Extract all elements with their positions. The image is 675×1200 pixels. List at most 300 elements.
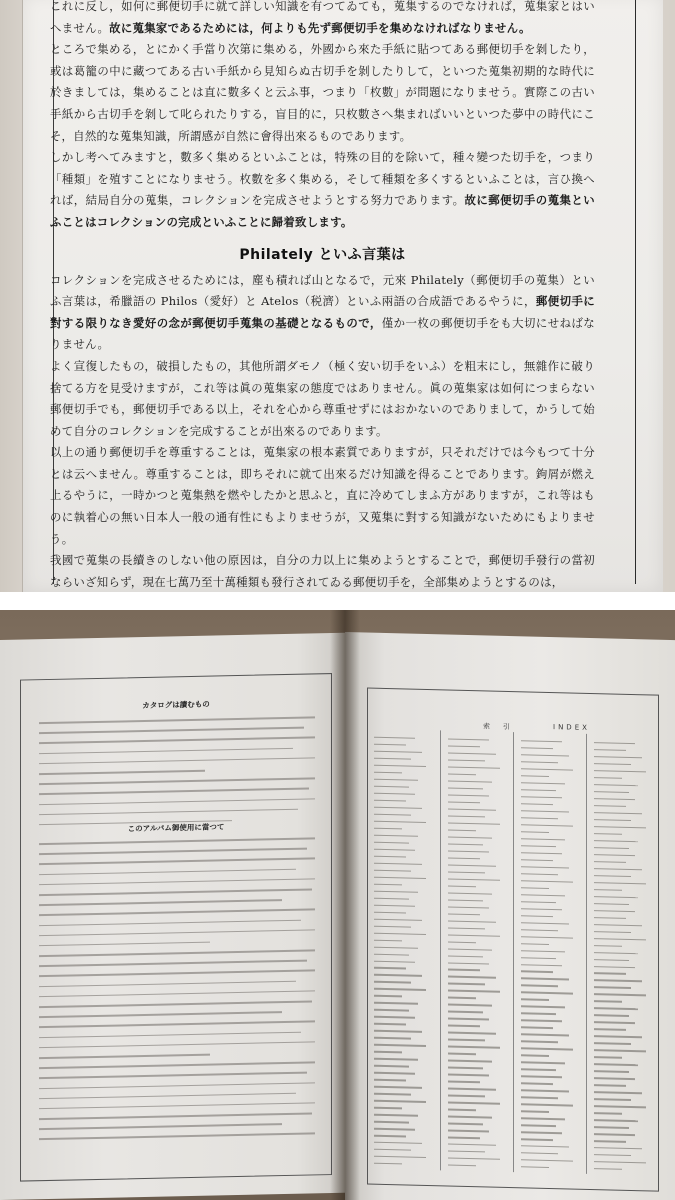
illegible-text-line xyxy=(521,866,569,869)
top-photo xyxy=(0,0,675,592)
illegible-text-line xyxy=(448,759,485,761)
illegible-text-line xyxy=(448,871,485,873)
illegible-text-line xyxy=(594,924,642,927)
illegible-text-line xyxy=(374,772,402,774)
illegible-text-line xyxy=(521,1152,558,1154)
illegible-text-line xyxy=(448,1151,485,1153)
illegible-text-line xyxy=(448,899,483,901)
illegible-text-line xyxy=(594,1168,622,1170)
illegible-text-line xyxy=(448,976,496,979)
illegible-text-line xyxy=(448,739,489,741)
illegible-text-line xyxy=(594,868,642,871)
left-page-border xyxy=(20,673,332,1182)
illegible-text-line xyxy=(39,1133,315,1140)
illegible-text-line xyxy=(374,1065,409,1067)
illegible-text-line xyxy=(521,908,562,910)
illegible-text-line xyxy=(39,919,301,926)
illegible-text-line xyxy=(374,1079,406,1081)
illegible-text-line xyxy=(374,758,411,760)
illegible-text-line xyxy=(39,757,315,764)
illegible-text-line xyxy=(374,967,406,969)
illegible-text-line xyxy=(39,888,312,895)
illegible-text-line xyxy=(521,824,573,827)
illegible-text-line xyxy=(448,962,489,964)
illegible-text-line xyxy=(594,1070,629,1072)
illegible-text-line xyxy=(374,939,402,941)
illegible-text-line xyxy=(594,1007,638,1009)
illegible-text-line xyxy=(374,1023,406,1025)
illegible-text-line xyxy=(374,1128,415,1130)
illegible-text-line xyxy=(39,858,315,865)
illegible-text-line xyxy=(39,798,315,805)
illegible-text-line xyxy=(521,950,565,952)
illegible-text-line xyxy=(448,1060,492,1062)
illegible-text-line xyxy=(521,796,562,798)
illegible-text-line xyxy=(594,882,646,885)
illegible-text-line xyxy=(594,987,631,989)
illegible-text-line xyxy=(374,904,415,906)
illegible-text-line xyxy=(521,880,573,883)
illegible-text-line xyxy=(374,828,402,830)
illegible-text-line xyxy=(594,1063,638,1065)
index-english-heading: INDEX xyxy=(553,723,590,732)
illegible-text-line xyxy=(39,837,315,844)
illegible-text-line xyxy=(39,949,315,956)
illegible-text-line xyxy=(39,1123,282,1130)
paragraph-4: コレクションを完成させるためには，塵も積れば山となるで，元來 Philately（郵便切手の蒐集）といふ言葉は，希臘語の Philos（愛好）と Atelos（税濟）といふ兩語の合成語であるやうに，郵便切手に對する限りなき愛好の念が郵便切手蒐集の基礎となるもので，僅か一枚の郵便切手をも大切にせねばなりません。 xyxy=(50,272,595,352)
illegible-text-line xyxy=(521,1145,569,1148)
illegible-text-line xyxy=(521,1117,565,1119)
illegible-text-line xyxy=(594,1154,631,1156)
illegible-text-line xyxy=(374,925,411,927)
illegible-text-line xyxy=(521,929,558,931)
index-column-rule xyxy=(440,730,441,1170)
illegible-text-line xyxy=(594,777,622,779)
illegible-text-line xyxy=(374,1030,422,1033)
illegible-text-line xyxy=(594,819,631,821)
illegible-text-line xyxy=(521,740,562,742)
illegible-text-line xyxy=(374,953,409,955)
illegible-text-line xyxy=(374,848,415,850)
illegible-text-line xyxy=(374,883,402,885)
illegible-text-line xyxy=(594,1147,642,1150)
illegible-text-line xyxy=(594,952,638,954)
illegible-text-line xyxy=(594,966,635,968)
illegible-text-line xyxy=(374,1009,409,1011)
illegible-text-line xyxy=(594,1035,642,1038)
illegible-text-line xyxy=(521,852,562,854)
illegible-text-line xyxy=(521,789,556,791)
illegible-text-line xyxy=(39,1082,315,1089)
illegible-text-line xyxy=(521,859,553,861)
illegible-text-line xyxy=(521,887,549,889)
illegible-text-line xyxy=(521,1048,573,1051)
illegible-text-line xyxy=(448,878,500,881)
illegible-text-line xyxy=(594,1042,631,1044)
illegible-text-line xyxy=(594,1049,646,1052)
illegible-text-line xyxy=(448,920,496,923)
catalog-text-block xyxy=(39,716,315,834)
illegible-text-line xyxy=(39,1031,301,1038)
illegible-text-line xyxy=(448,934,500,937)
illegible-text-line xyxy=(374,744,406,746)
illegible-text-line xyxy=(594,784,638,786)
illegible-text-line xyxy=(594,994,646,997)
illegible-text-line xyxy=(374,981,411,983)
illegible-text-line xyxy=(594,945,622,947)
illegible-text-line xyxy=(448,1046,500,1049)
illegible-text-line xyxy=(448,969,480,971)
illegible-text-line xyxy=(39,1102,315,1109)
illegible-text-line xyxy=(374,1107,402,1109)
illegible-text-line xyxy=(594,763,631,765)
illegible-text-line xyxy=(39,980,296,987)
illegible-text-line xyxy=(448,1018,489,1020)
illegible-text-line xyxy=(448,829,476,831)
illegible-text-line xyxy=(594,1001,622,1003)
illegible-text-line xyxy=(521,1034,569,1037)
illegible-text-line xyxy=(374,974,422,977)
illegible-text-line xyxy=(521,985,558,987)
illegible-text-line xyxy=(521,936,573,939)
illegible-text-line xyxy=(594,1084,626,1086)
illegible-text-line xyxy=(448,843,483,845)
illegible-text-line xyxy=(594,756,642,759)
illegible-text-line xyxy=(448,955,483,957)
illegible-text-line xyxy=(448,1067,483,1069)
illegible-text-line xyxy=(594,742,635,744)
illegible-text-line xyxy=(374,841,409,843)
illegible-text-line xyxy=(448,787,483,789)
illegible-text-line xyxy=(374,1114,418,1116)
section-heading: Philately といふ言葉は xyxy=(239,246,406,263)
illegible-text-line xyxy=(521,894,565,896)
paragraph-1: これに反し，如何に郵便切手に就て詳しい知識を有つてゐても，蒐集するのでなければ，蒐集家とはいへません。故に蒐集家であるためには，何よりも先ず郵便切手を集めなければなりません。 xyxy=(50,0,595,35)
index-column-2 xyxy=(448,739,506,1173)
illegible-text-line xyxy=(594,1161,646,1164)
illegible-text-line xyxy=(521,1027,553,1029)
illegible-text-line xyxy=(374,1044,426,1047)
illegible-text-line xyxy=(594,1077,635,1079)
illegible-text-line xyxy=(448,1032,496,1035)
illegible-text-line xyxy=(448,1095,485,1097)
illegible-text-line xyxy=(374,1142,422,1145)
illegible-text-line xyxy=(374,751,422,754)
illegible-text-line xyxy=(39,770,205,775)
illegible-text-line xyxy=(374,1002,418,1004)
illegible-text-line xyxy=(448,941,476,943)
illegible-text-line xyxy=(521,957,556,959)
illegible-text-line xyxy=(594,847,629,849)
illegible-text-line xyxy=(448,1053,476,1055)
illegible-text-line xyxy=(448,1137,480,1139)
illegible-text-line xyxy=(448,983,485,985)
illegible-text-line xyxy=(521,1166,549,1168)
illegible-text-line xyxy=(448,864,496,867)
illegible-text-line xyxy=(521,992,573,995)
illegible-text-line xyxy=(374,1016,415,1018)
illegible-text-line xyxy=(374,1163,402,1165)
illegible-text-line xyxy=(374,1086,422,1089)
illegible-text-line xyxy=(521,1110,549,1112)
illegible-text-line xyxy=(521,922,569,925)
illegible-text-line xyxy=(374,890,418,892)
illegible-text-line xyxy=(594,1140,626,1142)
illegible-text-line xyxy=(521,978,569,981)
illegible-text-line xyxy=(39,1113,312,1120)
illegible-text-line xyxy=(448,948,492,950)
illegible-text-line xyxy=(594,1119,638,1121)
illegible-text-line xyxy=(521,838,565,840)
illegible-text-line xyxy=(521,971,553,973)
illegible-text-line xyxy=(374,932,426,935)
illegible-text-line xyxy=(374,1093,411,1095)
index-column-4 xyxy=(594,742,652,1176)
illegible-text-line xyxy=(448,927,485,929)
illegible-text-line xyxy=(448,746,480,748)
illegible-text-line xyxy=(448,773,476,775)
illegible-text-line xyxy=(448,1123,483,1125)
illegible-text-line xyxy=(448,1011,483,1013)
bottom-photo xyxy=(0,610,675,1200)
illegible-text-line xyxy=(594,931,631,933)
illegible-text-line xyxy=(374,737,415,739)
illegible-text-line xyxy=(448,990,500,993)
illegible-text-line xyxy=(521,761,558,763)
illegible-text-line xyxy=(594,875,631,877)
illegible-text-line xyxy=(521,782,565,784)
illegible-text-line xyxy=(448,1088,496,1091)
illegible-text-line xyxy=(39,1092,296,1099)
illegible-text-line xyxy=(448,815,485,817)
illegible-text-line xyxy=(374,862,422,865)
illegible-text-line xyxy=(374,765,426,768)
illegible-text-line xyxy=(521,1159,573,1162)
illegible-text-line xyxy=(39,929,315,936)
illegible-text-line xyxy=(594,749,626,751)
illegible-text-line xyxy=(448,836,492,838)
illegible-text-line xyxy=(39,1041,315,1048)
illegible-text-line xyxy=(374,1058,418,1060)
paragraph-6: 以上の通り郵便切手を尊重することは，蒐集家の根本素質でありますが，只それだけでは今もつて十分とは云へません。尊重することは，即ちそれに就て出來るだけ知識を得ることであります。鉤屑が燃え上るやうに，一時かつと蒐集熱を燃やしたかと思ふと，直に冷めてしまふ方がありますが，これ等はものに執着心の無い日本人一般の通有性にもよりませうが，又蒐集に對する知識がないためにもよりませう。 xyxy=(50,445,595,546)
illegible-text-line xyxy=(39,788,309,795)
illegible-text-line xyxy=(39,778,315,785)
illegible-text-line xyxy=(594,861,626,863)
illegible-text-line xyxy=(594,826,646,829)
illegible-text-line xyxy=(448,1165,476,1167)
illegible-text-line xyxy=(521,1062,565,1064)
illegible-text-line xyxy=(594,889,622,891)
illegible-text-line xyxy=(521,747,553,749)
illegible-text-line xyxy=(521,1083,553,1085)
illegible-text-line xyxy=(39,716,315,723)
illegible-text-line xyxy=(594,805,626,807)
illegible-text-line xyxy=(39,848,307,855)
illegible-text-line xyxy=(521,1020,562,1022)
illegible-text-line xyxy=(374,1121,409,1123)
illegible-text-line xyxy=(521,1131,562,1133)
illegible-text-line xyxy=(594,973,626,975)
illegible-text-line xyxy=(374,834,418,836)
illegible-text-line xyxy=(39,1000,312,1007)
illegible-text-line xyxy=(374,876,426,879)
illegible-text-line xyxy=(521,810,569,813)
illegible-text-line xyxy=(521,1124,556,1126)
illegible-text-line xyxy=(521,1041,558,1043)
illegible-text-line xyxy=(521,845,556,847)
illegible-text-line xyxy=(39,909,315,916)
illegible-text-line xyxy=(374,918,422,921)
illegible-text-line xyxy=(374,911,406,913)
index-column-3 xyxy=(521,740,579,1174)
illegible-text-line xyxy=(374,786,409,788)
paragraph-5: よく宣復したもの，破損したもの，其他所謂ダモノ（極く安い切手をいふ）を粗末にし，無雜作に破り捨てる方を見受けますが，これ等は眞の蒐集家の態度ではありません。眞の蒐集家は如何につまらない郵便切手でも，郵便切手である以上，それを心から尊重せずにはおかないのでありまして，かうして始めて自分のコレクションを完成することが出來るのであります。 xyxy=(50,358,595,438)
index-column-rule xyxy=(513,732,514,1172)
index-column-rule xyxy=(586,734,587,1174)
illegible-text-line xyxy=(448,780,492,782)
illegible-text-line xyxy=(594,917,626,919)
illegible-text-line xyxy=(39,808,298,815)
illegible-text-line xyxy=(39,1054,210,1059)
index-column-1 xyxy=(374,737,432,1171)
illegible-text-line xyxy=(594,791,629,793)
illegible-text-line xyxy=(594,896,638,898)
illegible-text-line xyxy=(521,1090,569,1093)
illegible-text-line xyxy=(521,1097,558,1099)
illegible-text-line xyxy=(521,803,553,805)
illegible-text-line xyxy=(448,808,496,811)
illegible-text-line xyxy=(594,910,635,912)
illegible-text-line xyxy=(374,1156,426,1159)
illegible-text-line xyxy=(521,831,549,833)
illegible-text-line xyxy=(521,817,558,819)
illegible-text-line xyxy=(594,840,638,842)
illegible-text-line xyxy=(594,1112,622,1114)
illegible-text-line xyxy=(594,959,629,961)
illegible-text-line xyxy=(448,906,489,908)
illegible-text-line xyxy=(594,854,635,856)
illegible-text-line xyxy=(39,960,307,967)
illegible-text-line xyxy=(448,892,492,894)
index-page-border xyxy=(367,688,659,1192)
illegible-text-line xyxy=(374,869,411,871)
illegible-text-line xyxy=(521,901,556,903)
illegible-text-line xyxy=(521,1055,549,1057)
illegible-text-line xyxy=(39,727,304,734)
illegible-text-line xyxy=(448,913,480,915)
illegible-text-line xyxy=(521,873,558,875)
illegible-text-line xyxy=(448,1158,500,1161)
illegible-text-line xyxy=(448,857,480,859)
illegible-text-line xyxy=(374,779,418,781)
catalog-heading: カタログは讀むもの xyxy=(142,699,210,711)
illegible-text-line xyxy=(448,850,489,852)
illegible-text-line xyxy=(448,1039,485,1041)
illegible-text-line xyxy=(39,1062,315,1069)
illegible-text-line xyxy=(39,990,315,997)
illegible-text-line xyxy=(39,899,282,906)
illegible-text-line xyxy=(39,737,315,744)
illegible-text-line xyxy=(448,997,476,999)
right-index-page xyxy=(345,632,675,1200)
illegible-text-line xyxy=(594,938,646,941)
illegible-text-line xyxy=(448,822,500,825)
illegible-text-line xyxy=(521,1069,556,1071)
illegible-text-line xyxy=(594,1133,635,1135)
illegible-text-line xyxy=(594,1105,646,1108)
illegible-text-line xyxy=(374,988,426,991)
illegible-text-line xyxy=(521,1103,573,1106)
illegible-text-line xyxy=(594,1098,631,1100)
illegible-text-line xyxy=(448,885,476,887)
illegible-text-line xyxy=(374,995,402,997)
illegible-text-line xyxy=(521,999,549,1001)
illegible-text-line xyxy=(39,1021,315,1028)
illegible-text-line xyxy=(448,1109,476,1111)
illegible-text-line xyxy=(448,1130,489,1132)
illegible-text-line xyxy=(374,1072,415,1074)
illegible-text-line xyxy=(448,766,500,769)
illegible-text-line xyxy=(374,793,415,795)
illegible-text-line xyxy=(521,1006,565,1008)
illegible-text-line xyxy=(594,1014,629,1016)
illegible-text-line xyxy=(594,1126,629,1128)
illegible-text-line xyxy=(374,1037,411,1039)
illegible-text-line xyxy=(374,814,411,816)
paragraph-2: ところで集める，とにかく手當り次第に集める，外國から來た手紙に貼つてある郵便切手を剝したり，或は葛籠の中に藏つてある古い手紙から見知らぬ古切手を剝したりして，といつた蒐集初期的な時代に於きましては，集めることは直に數多くと云ふ事，つまり「枚數」が問題になりませう。實際この古い手紙から古切手を剝して叱られたりする，盲目的に，只枚數さへ集まればいいといつた夢中の時代にこそ，自然的な蒐集知識，所謂感が自然に會得出來るものであります。 xyxy=(50,42,595,143)
illegible-text-line xyxy=(374,1149,411,1151)
illegible-text-line xyxy=(521,915,553,917)
illegible-text-line xyxy=(374,897,409,899)
book-gutter-shadow xyxy=(330,610,360,1200)
illegible-text-line xyxy=(448,1081,480,1083)
illegible-text-line xyxy=(374,1051,402,1053)
illegible-text-line xyxy=(594,812,642,815)
illegible-text-line xyxy=(594,1028,626,1030)
illegible-text-line xyxy=(521,754,569,757)
left-album-page xyxy=(0,633,350,1200)
illegible-text-line xyxy=(374,946,418,948)
paragraph-7: 我國で蒐集の長續きのしない他の原因は，自分の力以上に集めようとすることで，郵便切手發行の當初ならいざ知らず，現在七萬乃至十萬種類も發行されてゐる郵便切手を，全部集めようとするのは， xyxy=(50,553,595,589)
album-usage-text-block xyxy=(39,837,315,1148)
illegible-text-line xyxy=(448,1025,480,1027)
illegible-text-line xyxy=(594,798,635,800)
illegible-text-line xyxy=(594,1056,622,1058)
illegible-text-line xyxy=(521,943,549,945)
illegible-text-line xyxy=(39,878,315,885)
illegible-text-line xyxy=(374,960,415,962)
illegible-text-line xyxy=(594,833,622,835)
illegible-text-line xyxy=(374,800,406,802)
illegible-text-line xyxy=(39,868,296,875)
illegible-text-line xyxy=(521,1013,556,1015)
illegible-text-line xyxy=(448,1144,496,1147)
illegible-text-line xyxy=(448,1116,492,1118)
illegible-text-line xyxy=(594,980,642,983)
illegible-text-line xyxy=(39,941,210,946)
paragraph-3: しかし考へてみますと，數多く集めるといふことは，特殊の目的を除いて，種々變つた切手を，つまり「種類」を殖すことになりませう。枚數を多く集める，そして種類を多くするといふことは，言ひ換へれば，結局自分の蒐集，コレクションを完成させようとする努力であります。故に郵便切手の蒐集といふことはコレクションの完成といふことに歸着致します。 xyxy=(50,150,595,229)
illegible-text-line xyxy=(448,794,489,796)
illegible-text-line xyxy=(594,1021,635,1023)
illegible-text-line xyxy=(374,1100,426,1103)
illegible-text-line xyxy=(39,1011,282,1018)
illegible-text-line xyxy=(448,1004,492,1006)
illegible-text-line xyxy=(374,807,422,810)
index-kanji-heading: 索 引 xyxy=(483,722,513,732)
illegible-text-line xyxy=(448,752,496,755)
illegible-text-line xyxy=(521,775,549,777)
illegible-text-line xyxy=(448,1102,500,1105)
